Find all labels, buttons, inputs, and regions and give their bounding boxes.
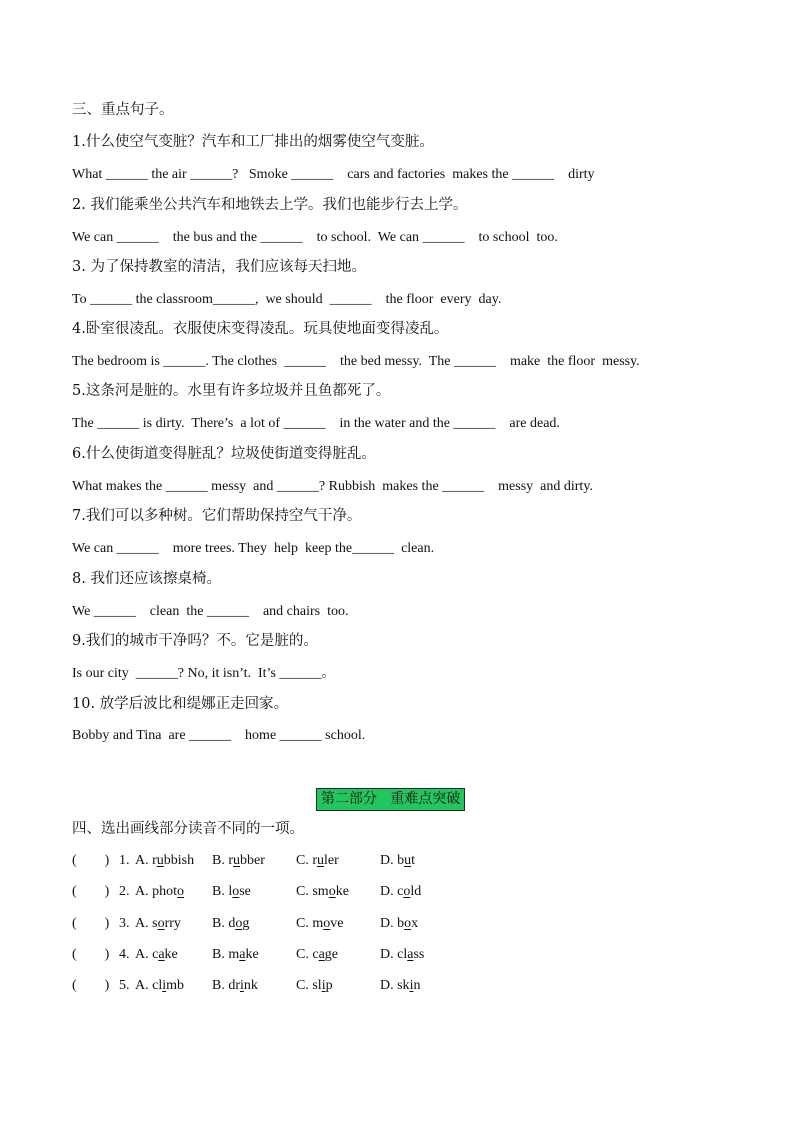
option-c-3[interactable]: C. move bbox=[296, 916, 344, 931]
option-b-3[interactable]: B. dog bbox=[212, 916, 250, 931]
underlined-letter: a bbox=[158, 947, 165, 962]
sentence-9-cn: 9.我们的城市干净吗？不。它是脏的。 bbox=[72, 633, 318, 649]
underlined-letter: o bbox=[177, 884, 184, 899]
option-d-3[interactable]: D. box bbox=[380, 916, 419, 931]
answer-paren-1[interactable]: ( ) bbox=[72, 853, 110, 868]
underlined-letter: o bbox=[232, 884, 240, 899]
underlined-letter: i bbox=[240, 978, 244, 993]
answer-paren-5[interactable]: ( ) bbox=[72, 978, 110, 993]
sentence-2-cn: 2. 我们能乘坐公共汽车和地铁去上学。我们也能步行去上学。 bbox=[72, 197, 468, 213]
section3-heading: 三、重点句子。 bbox=[72, 102, 174, 118]
sentence-5-cn: 5.这条河是脏的。水里有许多垃圾并且鱼都死了。 bbox=[72, 383, 391, 399]
underlined-letter: u bbox=[404, 853, 412, 868]
option-a-3[interactable]: A. sorry bbox=[135, 916, 181, 931]
underlined-letter: o bbox=[403, 884, 411, 899]
answer-paren-3[interactable]: ( ) bbox=[72, 916, 110, 931]
option-b-2[interactable]: B. lose bbox=[212, 884, 251, 899]
option-b-1[interactable]: B. rubber bbox=[212, 853, 265, 868]
underlined-letter: o bbox=[235, 916, 243, 931]
option-a-1[interactable]: A. rubbish bbox=[135, 853, 195, 868]
sentence-3-cn: 3. 为了保持教室的清洁，我们应该每天扫地。 bbox=[72, 259, 366, 275]
underlined-letter: u bbox=[233, 853, 240, 868]
underlined-letter: a bbox=[318, 947, 325, 962]
option-a-4[interactable]: A. cake bbox=[135, 947, 178, 962]
underlined-letter: a bbox=[407, 947, 414, 962]
underlined-letter: o bbox=[328, 884, 336, 899]
option-c-5[interactable]: C. slip bbox=[296, 978, 333, 993]
underlined-letter: o bbox=[157, 916, 165, 931]
option-d-2[interactable]: D. cold bbox=[380, 884, 422, 899]
sentence-8-en: We ______ clean the ______ and chairs too. bbox=[72, 604, 349, 619]
option-b-4[interactable]: B. make bbox=[212, 947, 259, 962]
sentence-3-en: To ______ the classroom______, we should ______ the floor every day. bbox=[72, 292, 502, 307]
underlined-letter: i bbox=[321, 978, 326, 993]
underlined-letter: u bbox=[156, 853, 164, 868]
option-c-1[interactable]: C. ruler bbox=[296, 853, 339, 868]
sentence-2-en: We can ______ the bus and the ______ to school. We can ______ to school too. bbox=[72, 230, 558, 245]
part2-banner: 第二部分 重难点突破 bbox=[316, 788, 465, 811]
underlined-letter: o bbox=[404, 916, 412, 931]
question-number-1: 1. bbox=[119, 853, 130, 868]
sentence-10-cn: 10. 放学后波比和缇娜正走回家。 bbox=[72, 696, 289, 712]
option-c-4[interactable]: C. cage bbox=[296, 947, 338, 962]
answer-paren-4[interactable]: ( ) bbox=[72, 947, 110, 962]
section4-heading: 四、选出画线部分读音不同的一项。 bbox=[72, 821, 304, 837]
option-a-2[interactable]: A. photo bbox=[135, 884, 184, 899]
answer-paren-2[interactable]: ( ) bbox=[72, 884, 110, 899]
question-number-2: 2. bbox=[119, 884, 130, 899]
sentence-8-cn: 8. 我们还应该擦桌椅。 bbox=[72, 571, 221, 587]
sentence-1-en: What ______ the air ______? Smoke ______ cars and factories makes the ______ dirty bbox=[72, 167, 595, 182]
sentence-10-en: Bobby and Tina are ______ home ______ school. bbox=[72, 728, 366, 743]
underlined-letter: o bbox=[323, 916, 331, 931]
option-d-1[interactable]: D. but bbox=[380, 853, 416, 868]
question-number-5: 5. bbox=[119, 978, 130, 993]
sentence-9-en: Is our city ______? No, it isn’t. It’s ______。 bbox=[72, 666, 336, 681]
sentence-1-cn: 1.什么使空气变脏？汽车和工厂排出的烟雾使空气变脏。 bbox=[72, 134, 434, 150]
option-a-5[interactable]: A. climb bbox=[135, 978, 184, 993]
underlined-letter: a bbox=[239, 947, 246, 962]
sentence-7-en: We can ______ more trees. They help keep the______ clean. bbox=[72, 541, 435, 556]
question-number-3: 3. bbox=[119, 916, 130, 931]
sentence-6-en: What makes the ______ messy and ______? Rubbish makes the ______ messy and dirty. bbox=[72, 479, 593, 494]
sentence-6-cn: 6.什么使街道变得脏乱？垃圾使街道变得脏乱。 bbox=[72, 446, 376, 462]
underlined-letter: u bbox=[317, 853, 324, 868]
question-number-4: 4. bbox=[119, 947, 130, 962]
option-d-4[interactable]: D. class bbox=[380, 947, 425, 962]
underlined-letter: i bbox=[409, 978, 414, 993]
sentence-5-en: The ______ is dirty. There’s a lot of ______ in the water and the ______ are dead. bbox=[72, 416, 560, 431]
option-b-5[interactable]: B. drink bbox=[212, 978, 258, 993]
sentence-4-cn: 4.卧室很凌乱。衣服使床变得凌乱。玩具使地面变得凌乱。 bbox=[72, 321, 449, 337]
option-c-2[interactable]: C. smoke bbox=[296, 884, 349, 899]
sentence-7-cn: 7.我们可以多种树。它们帮助保持空气干净。 bbox=[72, 508, 362, 524]
option-d-5[interactable]: D. skin bbox=[380, 978, 421, 993]
underlined-letter: i bbox=[162, 978, 167, 993]
sentence-4-en: The bedroom is ______. The clothes ______ the bed messy. The ______ make the floor messy. bbox=[72, 354, 640, 369]
